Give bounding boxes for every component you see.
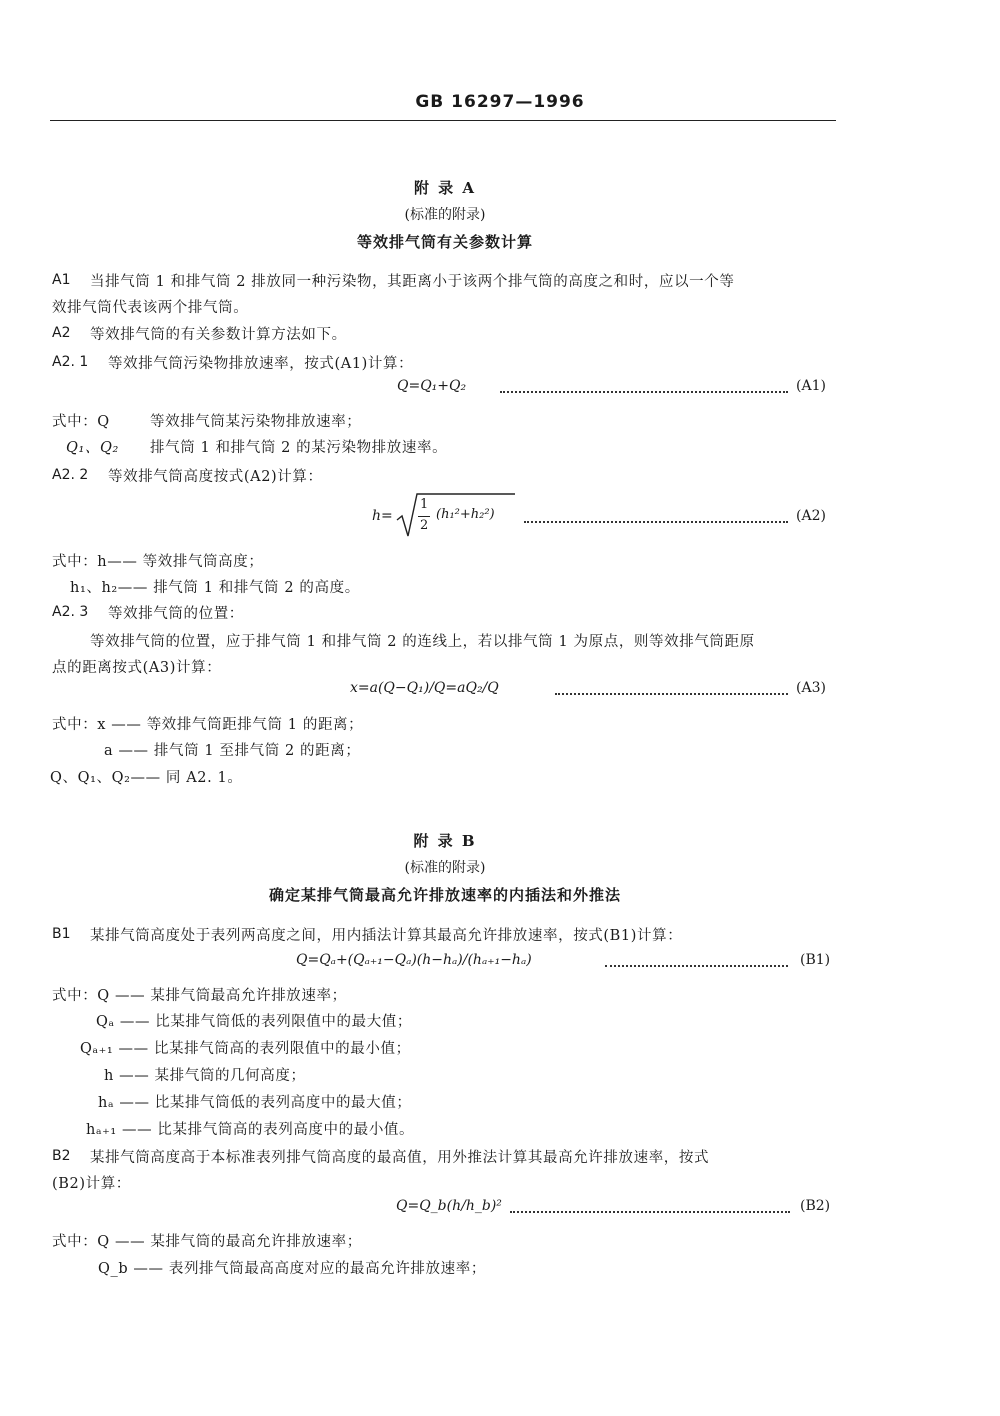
clause-a22-text: 等效排气筒高度按式(A2)计算：: [108, 469, 323, 485]
equation-leader: [555, 693, 788, 695]
equation-a2-lhs: h=: [372, 508, 393, 524]
equation-leader: [510, 1211, 790, 1213]
clause-b1-label: B1: [52, 926, 71, 942]
equation-a3-number: (A3): [796, 680, 826, 696]
where-line: Q、Q₁、Q₂—— 同 A2. 1。: [50, 770, 243, 786]
header-rule: [50, 120, 836, 121]
appendix-a-heading: 等效排气筒有关参数计算: [356, 233, 533, 251]
appendix-a-title: 附 录 A: [413, 179, 477, 197]
where-symbol: 式中：Q: [52, 414, 110, 430]
clause-a22-label: A2. 2: [52, 467, 89, 483]
fraction-denominator: 2: [420, 518, 429, 533]
equation-b1: Q=Qₐ+(Qₐ₊₁−Qₐ)(h−hₐ)/(hₐ₊₁−hₐ): [296, 952, 532, 968]
clause-a23-label: A2. 3: [52, 604, 89, 620]
clause-a23-text-1: 等效排气筒的位置，应于排气筒 1 和排气筒 2 的连线上，若以排气筒 1 为原点，则等效排气筒距原: [90, 634, 755, 650]
clause-a2-label: A2: [52, 325, 71, 341]
clause-a1-label: A1: [52, 272, 71, 288]
clause-b2-text-2: (B2)计算：: [52, 1176, 131, 1192]
appendix-a-subtitle: (标准的附录): [404, 207, 486, 223]
where-line: h₁、h₂—— 排气筒 1 和排气筒 2 的高度。: [70, 580, 360, 596]
document-id: GB 16297—1996: [415, 92, 585, 112]
clause-a1-text-1: 当排气筒 1 和排气筒 2 排放同一种污染物，其距离小于该两个排气筒的高度之和时，应以一个等: [90, 274, 735, 290]
equation-leader: [524, 521, 788, 523]
where-text: 等效排气筒某污染物排放速率；: [150, 414, 362, 430]
where-text: 排气筒 1 和排气筒 2 的某污染物排放速率。: [150, 440, 448, 456]
clause-a21-text: 等效排气筒污染物排放速率，按式(A1)计算：: [108, 356, 414, 372]
equation-b2-number: (B2): [800, 1198, 831, 1214]
clause-b2-label: B2: [52, 1148, 71, 1164]
equation-a2-number: (A2): [796, 508, 826, 524]
fraction-numerator: 1: [420, 497, 429, 512]
clause-b2-text-1: 某排气筒高度高于本标准表列排气筒高度的最高值，用外推法计算其最高允许排放速率，按式: [90, 1150, 710, 1166]
where-line: hₐ —— 比某排气筒低的表列高度中的最大值；: [98, 1095, 412, 1111]
clause-a1-text-2: 效排气筒代表该两个排气筒。: [52, 300, 249, 316]
appendix-b-title: 附 录 B: [413, 832, 477, 850]
clause-a23-text: 等效排气筒的位置：: [108, 606, 244, 622]
equation-b2: Q=Q_b(h/h_b)²: [396, 1198, 502, 1214]
clause-b1-text: 某排气筒高度处于表列两高度之间，用内插法计算其最高允许排放速率，按式(B1)计算：: [90, 928, 683, 944]
where-line: 式中：x —— 等效排气筒距排气筒 1 的距离；: [52, 717, 364, 733]
where-line: hₐ₊₁ —— 比某排气筒高的表列高度中的最小值。: [86, 1122, 415, 1138]
appendix-b-heading: 确定某排气筒最高允许排放速率的内插法和外推法: [268, 886, 621, 904]
where-line: 式中：Q —— 某排气筒的最高允许排放速率；: [52, 1234, 362, 1250]
equation-b1-number: (B1): [800, 952, 831, 968]
where-line: Qₐ₊₁ —— 比某排气筒高的表列限值中的最小值；: [80, 1041, 411, 1057]
fraction-bar: [418, 516, 430, 517]
where-line: 式中：h—— 等效排气筒高度；: [52, 554, 264, 570]
appendix-b-subtitle: (标准的附录): [404, 860, 486, 876]
where-line: Q_b —— 表列排气筒最高高度对应的最高允许排放速率；: [98, 1261, 486, 1277]
equation-a2-body: (h₁²+h₂²): [436, 507, 495, 522]
equation-a3: x=a(Q−Q₁)/Q=aQ₂/Q: [350, 680, 499, 696]
equation-leader: [500, 391, 788, 393]
where-line: h —— 某排气筒的几何高度；: [104, 1068, 306, 1084]
equation-leader: [605, 965, 788, 967]
equation-a1-number: (A1): [796, 378, 826, 394]
clause-a21-label: A2. 1: [52, 354, 89, 370]
clause-a23-text-2: 点的距离按式(A3)计算：: [52, 660, 222, 676]
clause-a2-text: 等效排气筒的有关参数计算方法如下。: [90, 327, 347, 343]
equation-a1: Q=Q₁+Q₂: [397, 378, 467, 394]
where-line: Qₐ —— 比某排气筒低的表列限值中的最大值；: [96, 1014, 412, 1030]
where-symbol: Q₁、Q₂: [66, 440, 119, 456]
where-line: 式中：Q —— 某排气筒最高允许排放速率；: [52, 988, 347, 1004]
where-line: a —— 排气筒 1 至排气筒 2 的距离；: [104, 743, 361, 759]
